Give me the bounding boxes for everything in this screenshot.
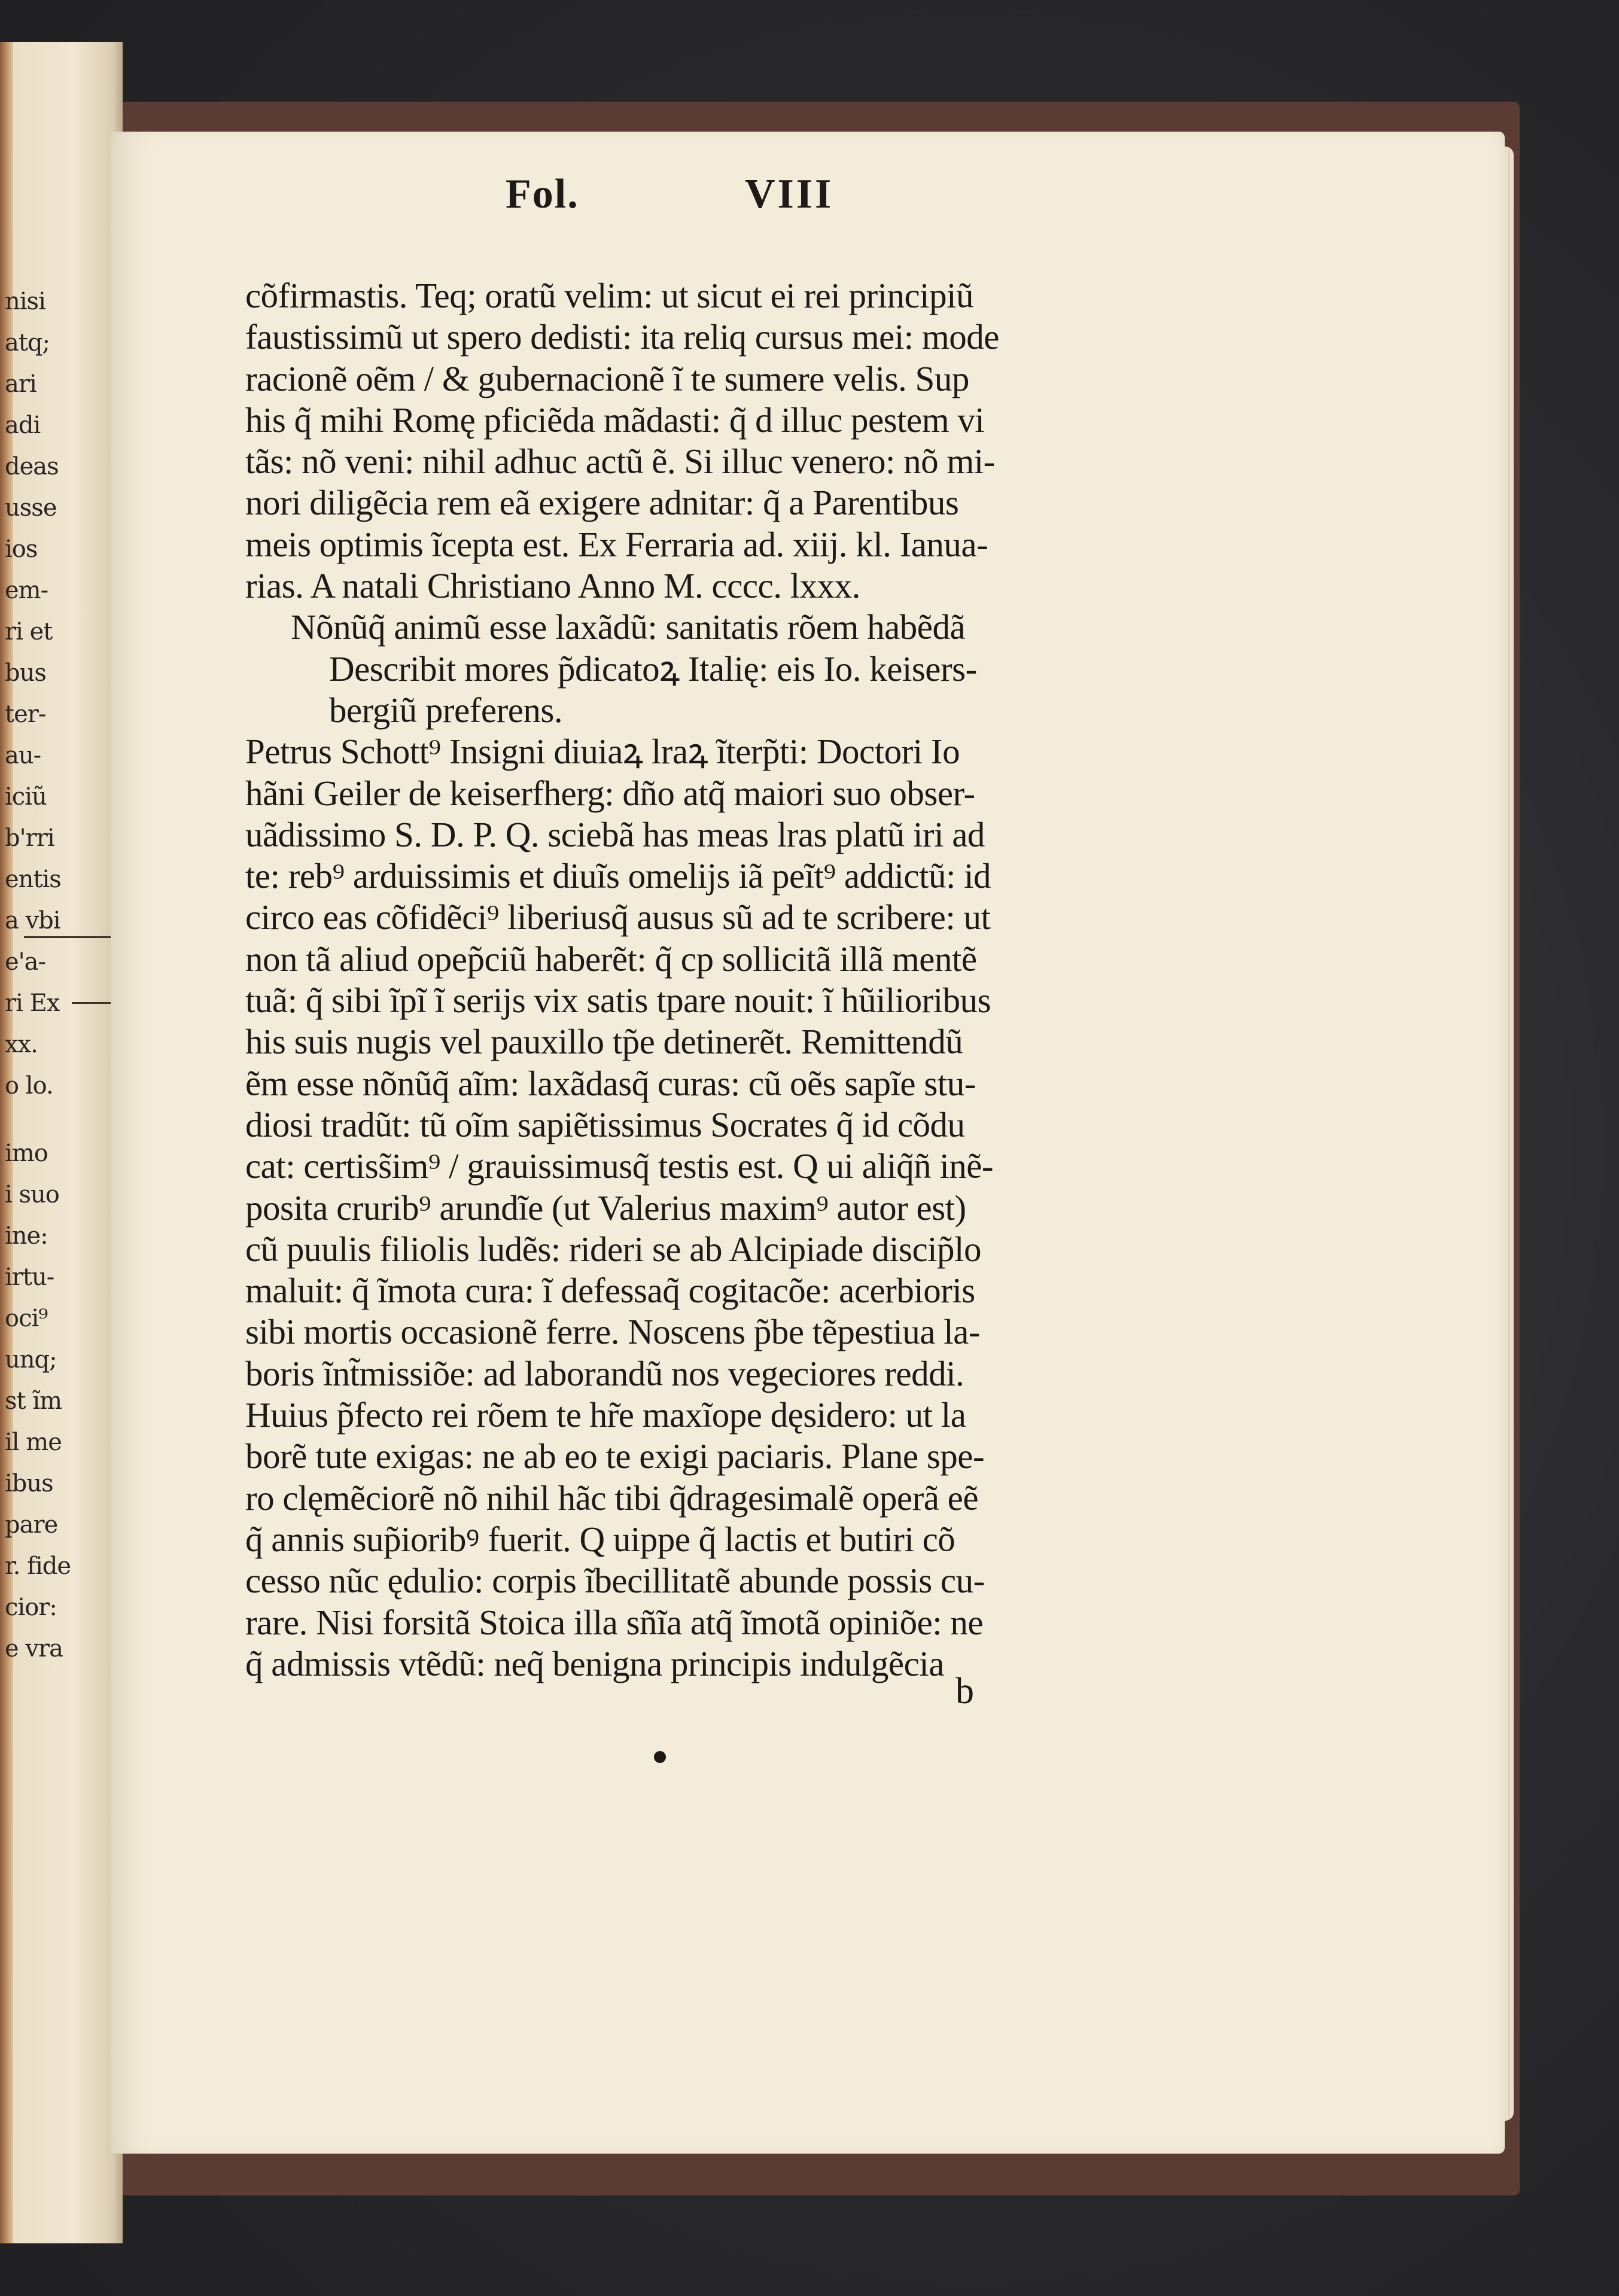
text-line: cesso nũc ędulio: corpis ĩbecillitatẽ abunde possis cu- [245,1561,985,1601]
left-facing-page [0,42,123,2243]
text-line: te: reb⁹ arduissimis et diuĩs omelijs iã peĩt⁹ addictũ: id [245,856,991,896]
text-line: rare. Nisi forsitã Stoica illa sñĩa atq̃ ĩmotã opiniõe: ne [245,1602,984,1642]
left-page-fragment: atq; [5,329,50,357]
text-line: uãdissimo S. D. P. Q. sciebã has meas lras platũ iri ad [245,814,985,854]
text-line: Nõnũq̃ animũ esse laxãdũ: sanitatis rõem habẽdã [291,607,966,647]
left-page-fragment: pare [5,1511,58,1539]
text-line: Describit mores p̃dicatoꝝ Italię: eis Io. keisers- [329,648,977,689]
left-page-fragment: oci⁹ [5,1305,48,1332]
text-line: his q̃ mihi Romę pficiẽda mãdasti: q̃ d illuc pestem vi [245,400,985,440]
text-line: bergiũ preferens. [329,690,563,730]
left-page-fragment: ios [5,535,38,563]
left-page-rule [24,936,123,938]
left-page-fragment: deas [5,453,59,480]
main-text-block [245,275,1107,1685]
left-page-fragment: ibus [5,1470,53,1497]
text-line: rias. A natali Christiano Anno M. cccc. lxxx. [245,566,860,606]
text-line: ẽm esse nõnũq̃ aĩm: laxãdasq̃ curas: cũ oẽs sapĩe stu- [245,1063,976,1103]
running-head-folio-label: Fol. [506,171,579,217]
text-line: q̃ admissis vtẽdũ: neq̃ benigna principis indulgẽcia [245,1643,944,1683]
left-page-fragment: st ĩm [5,1387,62,1415]
text-line: sibi mortis occasionẽ ferre. Noscens p̃be tẽpestiua la- [245,1312,980,1352]
text-line: his suis nugis vel pauxillo tp̃e detinerẽt. Remittendũ [245,1022,963,1062]
left-page-fragment: il me [5,1429,62,1456]
left-page-fragment: nisi [5,288,45,315]
text-line: ro clęmẽciorẽ nõ nihil hãc tibi q̃dragesimalẽ operã eẽ [245,1478,979,1518]
ink-dot [654,1751,666,1763]
left-page-fragment: ine: [5,1222,48,1250]
text-line: boris ĩnt̃missiõe: ad laborandũ nos vegeciores reddi. [245,1353,964,1393]
text-line: posita crurib⁹ arundĩe (ut Valerius maxim⁹ autor est) [245,1187,966,1228]
text-line: cũ puulis filiolis ludẽs: rideri se ab Alcipiade discip̃lo [245,1229,981,1269]
left-page-fragment: usse [5,494,57,522]
left-page-fragment: au- [5,742,41,769]
left-page-fragment: i suo [5,1181,59,1208]
text-line: meis optimis ĩcepta est. Ex Ferraria ad. xiij. kl. Ianua- [245,524,988,564]
left-page-fragment: imo [5,1140,48,1167]
left-page-fragment: ri Ex [5,989,60,1017]
left-page-fragment: o lo. [5,1072,53,1100]
left-page-fragment: entis [5,866,61,893]
text-line: borẽ tute exigas: ne ab eo te exigi paciaris. Plane spe- [245,1436,985,1476]
left-page-fragment: adi [5,412,41,439]
left-page-fragment: ri et [5,618,53,645]
text-line: q̃ annis sup̃ioribꝰ fuerit. Q uippe q̃ lactis et butiri cõ [245,1519,955,1559]
running-head-folio-number: VIII [745,171,834,217]
text-line: maluit: q̃ ĩmota cura: ĩ defessaq̃ cogitacõe: acerbioris [245,1271,975,1311]
left-page-fragment: unq; [5,1346,57,1374]
text-line: Petrus Schott⁹ Insigni diuiaꝝ lraꝝ ĩterp̃ti: Doctori Io [245,732,960,772]
left-page-fragment: xx. [5,1031,38,1058]
left-page-fragment: e vra [5,1635,63,1662]
signature-mark: b [955,1671,974,1712]
left-page-fragment: e'a- [5,948,46,976]
left-page-text-fragments [5,281,118,1670]
left-page-fragment: ari [5,370,36,398]
text-line: non tã aliud opep̃ciũ haberẽt: q̃ cp sollicitã illã mentẽ [245,939,977,979]
left-page-fragment: bus [5,659,46,687]
left-page-fragment: iciũ [5,783,47,811]
text-line: cat: certiss̃im⁹ / grauissimusq̃ testis est. Q ui aliq̃ñ inẽ- [245,1146,994,1186]
text-line: cõfirmastis. Teq; oratũ velim: ut sicut ei rei principiũ [245,276,973,315]
text-line: nori diligẽcia rem eã exigere adnitar: q̃ a Parentibus [245,483,959,523]
text-line: diosi tradũt: tũ oĩm sapiẽtissimus Socrates q̃ id cõdu [245,1104,965,1144]
text-line: circo eas cõfidẽci⁹ liberiusq̃ ausus sũ ad te scribere: ut [245,897,991,937]
left-page-fragment: cior: [5,1594,57,1621]
text-line: faustissimũ ut spero dedisti: ita reliq cursus mei: mode [245,317,999,357]
text-line: racionẽ oẽm / & gubernacionẽ ĩ te sumere velis. Sup [245,358,969,398]
text-line: Huius p̃fecto rei rõem te hr̃e maxĩope dęsidero: ut la [245,1395,966,1435]
left-page-fragment: r. fide [5,1552,71,1580]
text-line: tãs: nõ veni: nihil adhuc actũ ẽ. Si illuc venero: nõ mi- [245,441,995,482]
text-line: tuã: q̃ sibi ĩpĩ ĩ serijs vix satis tpare nouit: ĩ hũilioribus [245,980,991,1021]
text-line: hãni Geiler de keiserfherg: dño atq̃ maiori suo obser- [245,773,975,813]
left-page-fragment: irtu- [5,1263,54,1291]
left-page-fragment: a vbi [5,907,60,934]
left-page-fragment: b'rri [5,824,54,852]
left-page-fragment: ter- [5,701,46,728]
left-page-fragment: em- [5,577,48,604]
